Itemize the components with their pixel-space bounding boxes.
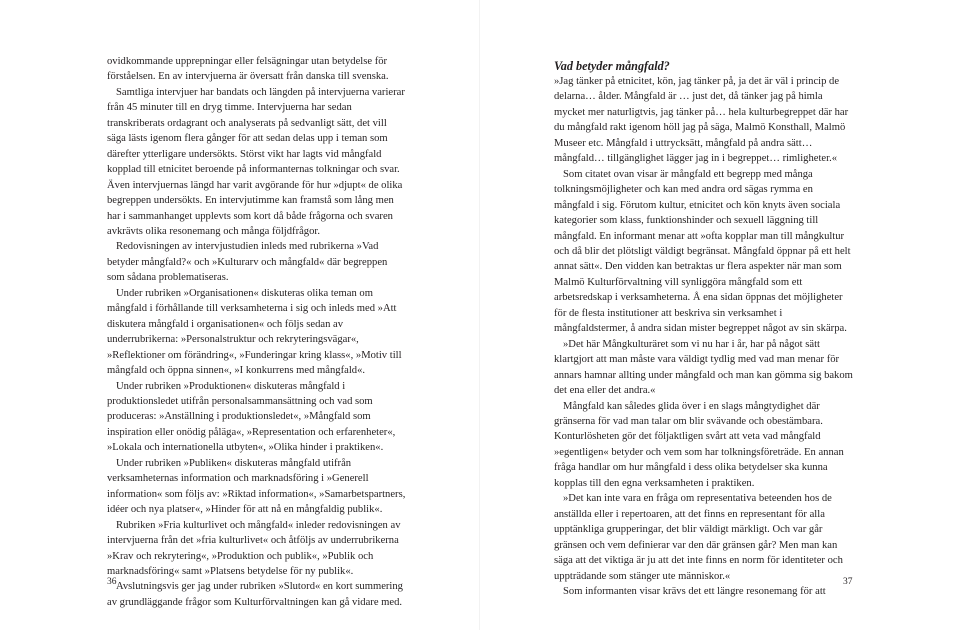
paragraph: »Jag tänker på etnicitet, kön, jag tänker på, ja det är väl i princip de delarna… ålder. Mångfald är … just det, då tänker jag på himla mycket mer naturligtvis, jag tänker på… hela kulturbegreppet där har du mångfald rakt igenom höll jag på säga, Malmö Konsthall, Malmö Museer etc. Mångfald i uttrycksätt, mångfald på andra sätt… mångfald… tillgänglighet lägger jag in i begreppet… rimligheter.« [554, 76, 849, 165]
paragraph: Samtliga intervjuer har bandats och längden på intervjuerna varierar från 45 minuter till en dryg timme. Intervjuerna har sedan transkriberats ordagrant och analyserats på sedvanligt sätt, det vill säga lästs igenom flera gånger för att sedan delas upp i teman som därefter ytterligare undersökts. Störst vikt har lagts vid mångfald kopplad till etnicitet beroende på informanternas tolkningar och svar. Även intervjuernas längd har varit avgörande för hur »djupt« de olika begreppen undersökts. En intervjutimme kan framstå som lång men har i sammanhanget upplevts som kort då både frågorna och svaren avkrävts olika resonemang och många följdfrågor. [107, 86, 405, 237]
right-page [480, 0, 960, 630]
paragraph: »Det kan inte vara en fråga om representativa beteenden hos de anställda eller i repertoaren, att det finns en representant för alla upptänkliga grupperingar, det blir väldigt märkligt. Och var går gränsen och vem definierar var den där gränsen går? Men man kan säga att det viktiga är ju att det inte finns en norm för identiteter och uppträdande som stänger ute människor.« [554, 493, 843, 582]
paragraph: Under rubriken »Publiken« diskuteras mångfald utifrån verksamheternas information och marknadsföring i »Generell information« som följs av: »Riktad information«, »Samarbetspartners, idéer och nya platser«, »Hinder för att nå en mångfaldig publik«. [107, 457, 406, 516]
page-number: 37 [843, 577, 853, 587]
paragraph: Redovisningen av intervjustudien inleds med rubrikerna »Vad betyder mångfald?« och »Kulturarv och mångfald« där begreppen som sådana problematiseras. [107, 241, 388, 284]
right-page-text [554, 59, 854, 599]
paragraph: ovidkommande upprepningar eller felsägningar utan betydelse för förståelsen. En av intervjuerna är översatt från danska till svenska. [107, 56, 389, 83]
paragraph: Som informanten visar krävs det ett längre resonemang för att [563, 585, 826, 597]
left-page-text [107, 54, 407, 610]
paragraph: Rubriken »Fria kulturlivet och mångfald« inleder redovisningen av intervjuerna från det »fria kulturlivet« och åtföljs av underrubrikerna »Krav och rekrytering«, »Produktion och publik«, »Publik och marknadsföring« samt »Platsens betydelse för ny publik«. [107, 519, 401, 577]
paragraph: Mångfald kan således glida över i en slags mångtydighet där gränserna för vad man talar om blir svävande och obestämbara. Konturlösheten gör det följaktligen svårt att veta vad mångfald »egentligen« betyder och vem som har tolkningsföreträde. En annan fråga handlar om hur mångfald i dess olika betydelser ska kunna kopplas till den egna verksamheten i praktiken. [554, 400, 844, 489]
paragraph: »Det här Mångkulturäret som vi nu har i år, har på något sätt klartgjort att man måste vara väldigt tydlig med vad man menar för annars hamnar allting under mångfald och man kan gömma sig bakom det ena eller det andra.« [554, 338, 853, 397]
paragraph: Som citatet ovan visar är mångfald ett begrepp med många tolkningsmöjligheter och kan med andra ord sägas rymma en mångfald i sig. Förutom kultur, etnicitet och kön knyts även sociala kategorier som klass, funktionshinder och sexuell läggning till mångfald. En informant menar att »ofta kopplar man till mångkultur och då blir det plötsligt väldigt begränsat. Mångfald öppnar på ett helt annat sätt«. Den vidden kan betraktas ur flera aspekter när man som Malmö Kulturförvaltning vill synliggöra mångfald som ett arbetsredskap i verksamheterna. Å ena sidan öppnas det möjligheter för de flesta institutioner att beskriva sin verksamhet i mångfaldstermer, å andra sidan mister begreppet något av sin skärpa. [554, 168, 851, 335]
paragraph: Avslutningsvis ger jag under rubriken »Slutord« en kort summering av grundläggande frågor som Kulturförvaltningen kan gå vidare med. [107, 581, 403, 608]
paragraph: Under rubriken »Produktionen« diskuteras mångfald i produktionsledet utifrån personalsammansättning och vad som produceras: »Anställning i produktionsledet«, »Mångfald som inspiration eller onödig påläga«, »Representation och erfarenheter«, »Lokala och internationella utbyten«, »Olika hinder i praktiken«. [107, 380, 396, 454]
page-number: 36 [107, 577, 117, 587]
paragraph: Under rubriken »Organisationen« diskuteras olika teman om mångfald i förhållande till verksamheterna i sig och inleds med »Att diskutera mångfald i organisationen« och följs sedan av underrubrikerna: »Personalstruktur och rekryteringsvägar«, »Reflektioner om förändring«, »Funderingar kring klass«, »Motiv till mångfald och öppna sinnen«, »I konkurrens med mångfald«. [107, 287, 402, 377]
section-heading: Vad betyder mångfald? [554, 59, 670, 73]
